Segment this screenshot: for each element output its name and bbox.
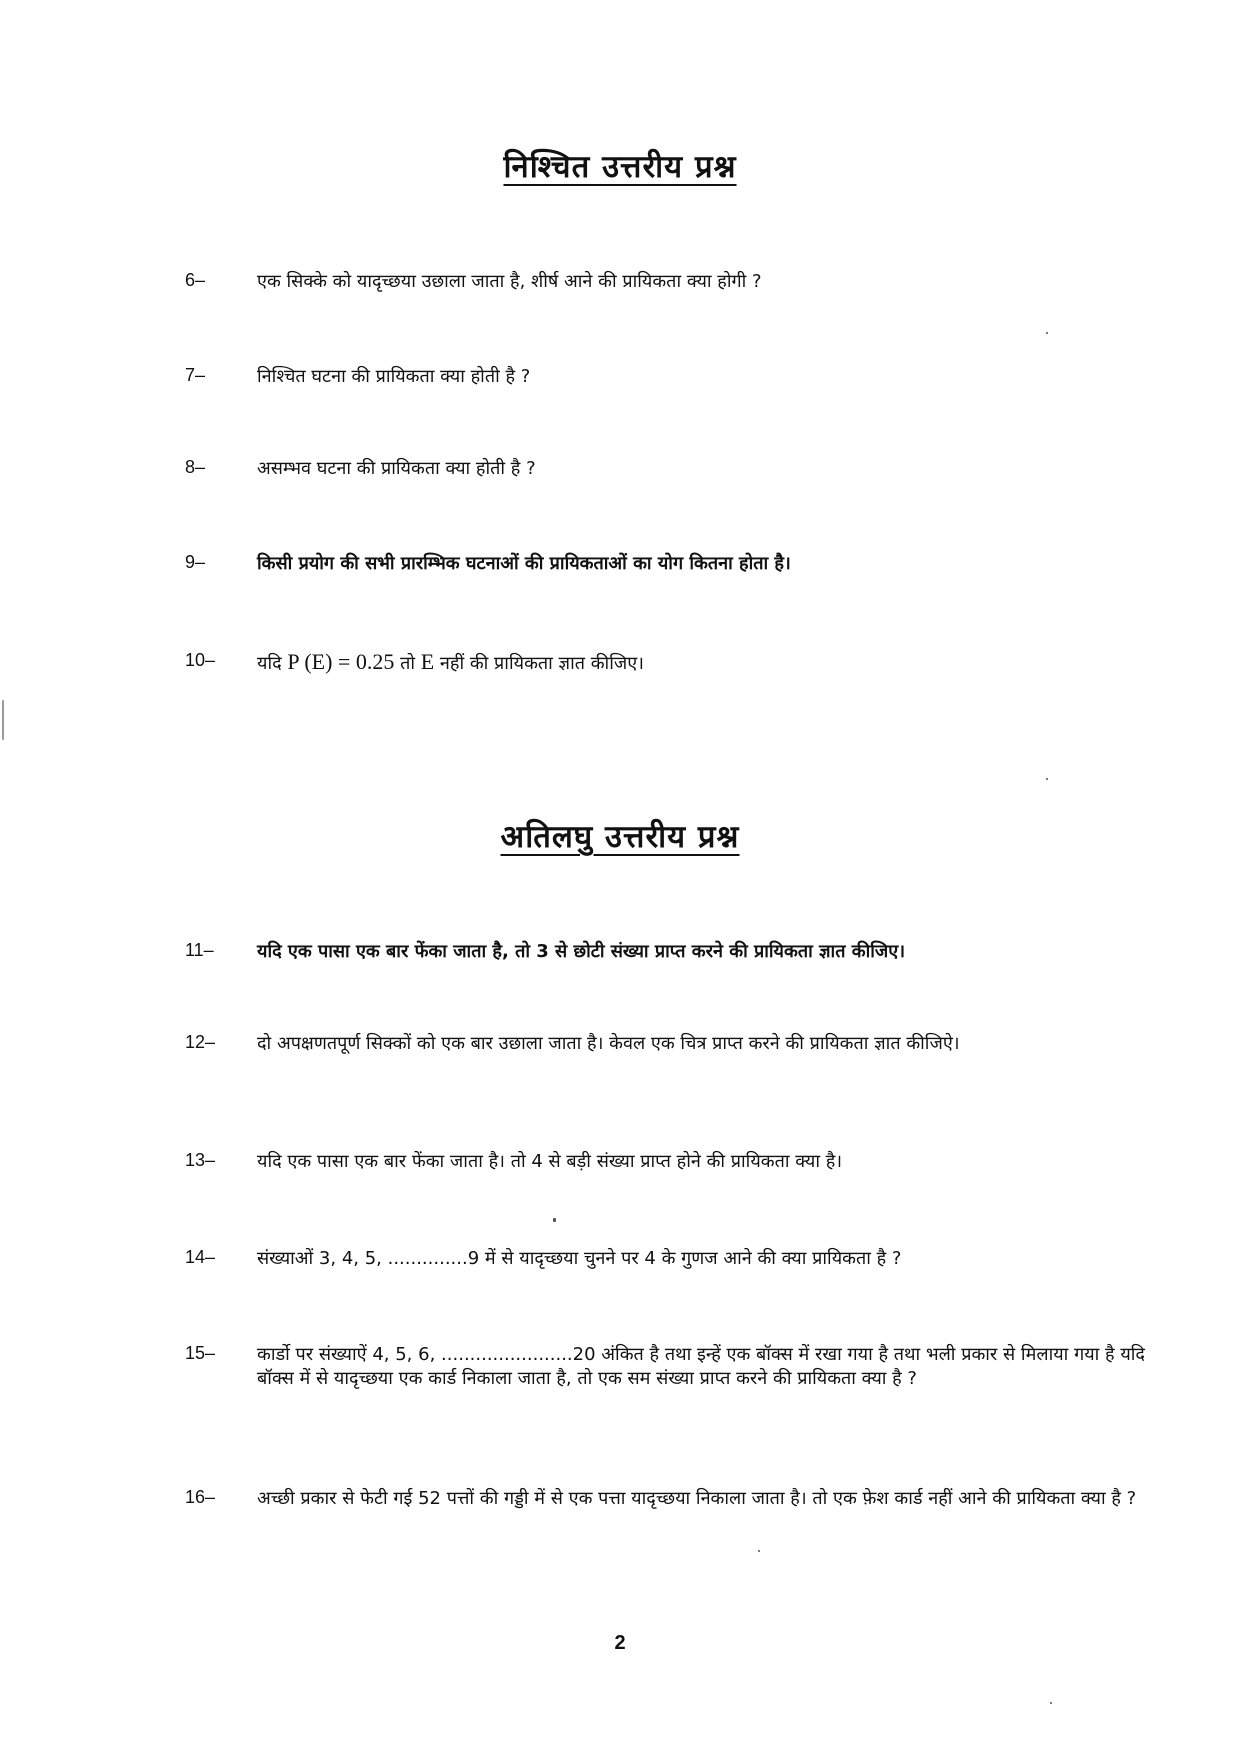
text-after: नहीं की प्रायिकता ज्ञात कीजिए।: [439, 653, 644, 674]
question-number: 6–: [185, 270, 206, 290]
section-title-text: निश्चित उत्तरीय प्रश्न: [503, 149, 737, 185]
question-number: 12–: [185, 1032, 216, 1052]
scan-speck: [1046, 778, 1048, 780]
section-title-text: अतिलघु उत्तरीय प्रश्न: [500, 819, 740, 855]
question-number: 14–: [185, 1247, 216, 1267]
section-title-definite-answer: [0, 145, 1240, 187]
question-text: निश्चित घटना की प्रायिकता क्या होती है ?: [257, 366, 531, 387]
question-text: असम्भव घटना की प्रायिकता क्या होती है ?: [257, 458, 536, 479]
formula: P (E) = 0.25: [287, 649, 395, 674]
question-text: एक सिक्के को यादृच्छया उछाला जाता है, शीर्ष आने की प्रायिकता क्या होगी ?: [257, 271, 762, 292]
question-number: 9–: [185, 552, 206, 572]
scan-speck: [758, 1550, 760, 1552]
question-text: [257, 650, 1145, 676]
scan-speck: [1046, 332, 1048, 334]
scan-speck: [1050, 1702, 1052, 1704]
question-number: 10–: [185, 650, 216, 670]
question-text: अच्छी प्रकार से फेटी गई 52 पत्तों की गड्डी में से एक पत्ता यादृच्छया निकाला जाता है। तो एक फ़ेश कार्ड नहीं आने की प्रायिकता क्या है ?: [257, 1488, 1137, 1509]
question-number: 13–: [185, 1150, 216, 1170]
question-text: यदि एक पासा एक बार फेंका जाता है। तो 4 से बड़ी संख्या प्राप्त होने की प्रायिकता क्या है।: [257, 1151, 843, 1172]
text-before: यदि: [257, 653, 282, 674]
question-text: कार्डो पर संख्याऐं 4, 5, 6, .......................20 अंकित है तथा इन्हें एक बॉक्स में रखा गया है तथा भली प्रकार से मिलाया गया है यदि बॉक्स में से यादृच्छया एक कार्ड निकाला जाता है, तो एक सम संख्या प्राप्त करने की प्रायिकता क्या है ?: [257, 1344, 1145, 1389]
question-text: दो अपक्षणतपूर्ण सिक्कों को एक बार उछाला जाता है। केवल एक चित्र प्राप्त करने की प्रायिकता ज्ञात कीजिऐ।: [257, 1033, 960, 1054]
text-mid: तो: [400, 653, 415, 674]
question-number: 16–: [185, 1487, 216, 1507]
variable: E: [420, 649, 435, 674]
question-number: 11–: [185, 940, 214, 960]
question-number: 7–: [185, 365, 206, 385]
page-number: 2: [614, 1632, 626, 1654]
question-text: संख्याओं 3, 4, 5, ..............9 में से यादृच्छया चुनने पर 4 के गुणज आने की क्या प्रायिकता है ?: [257, 1248, 902, 1269]
section-title-very-short-answer: [0, 815, 1240, 857]
question-number: 15–: [185, 1343, 216, 1363]
scan-speck: [553, 1218, 556, 1222]
question-text: किसी प्रयोग की सभी प्रारम्भिक घटनाओं की प्रायिकताओं का योग कितना होता है।: [257, 553, 791, 574]
question-number: 8–: [185, 457, 206, 477]
question-text: यदि एक पासा एक बार फेंका जाता है, तो 3 से छोटी संख्या प्राप्त करने की प्रायिकता ज्ञात कीजिए।: [257, 941, 906, 962]
scan-edge-mark: [2, 700, 4, 740]
